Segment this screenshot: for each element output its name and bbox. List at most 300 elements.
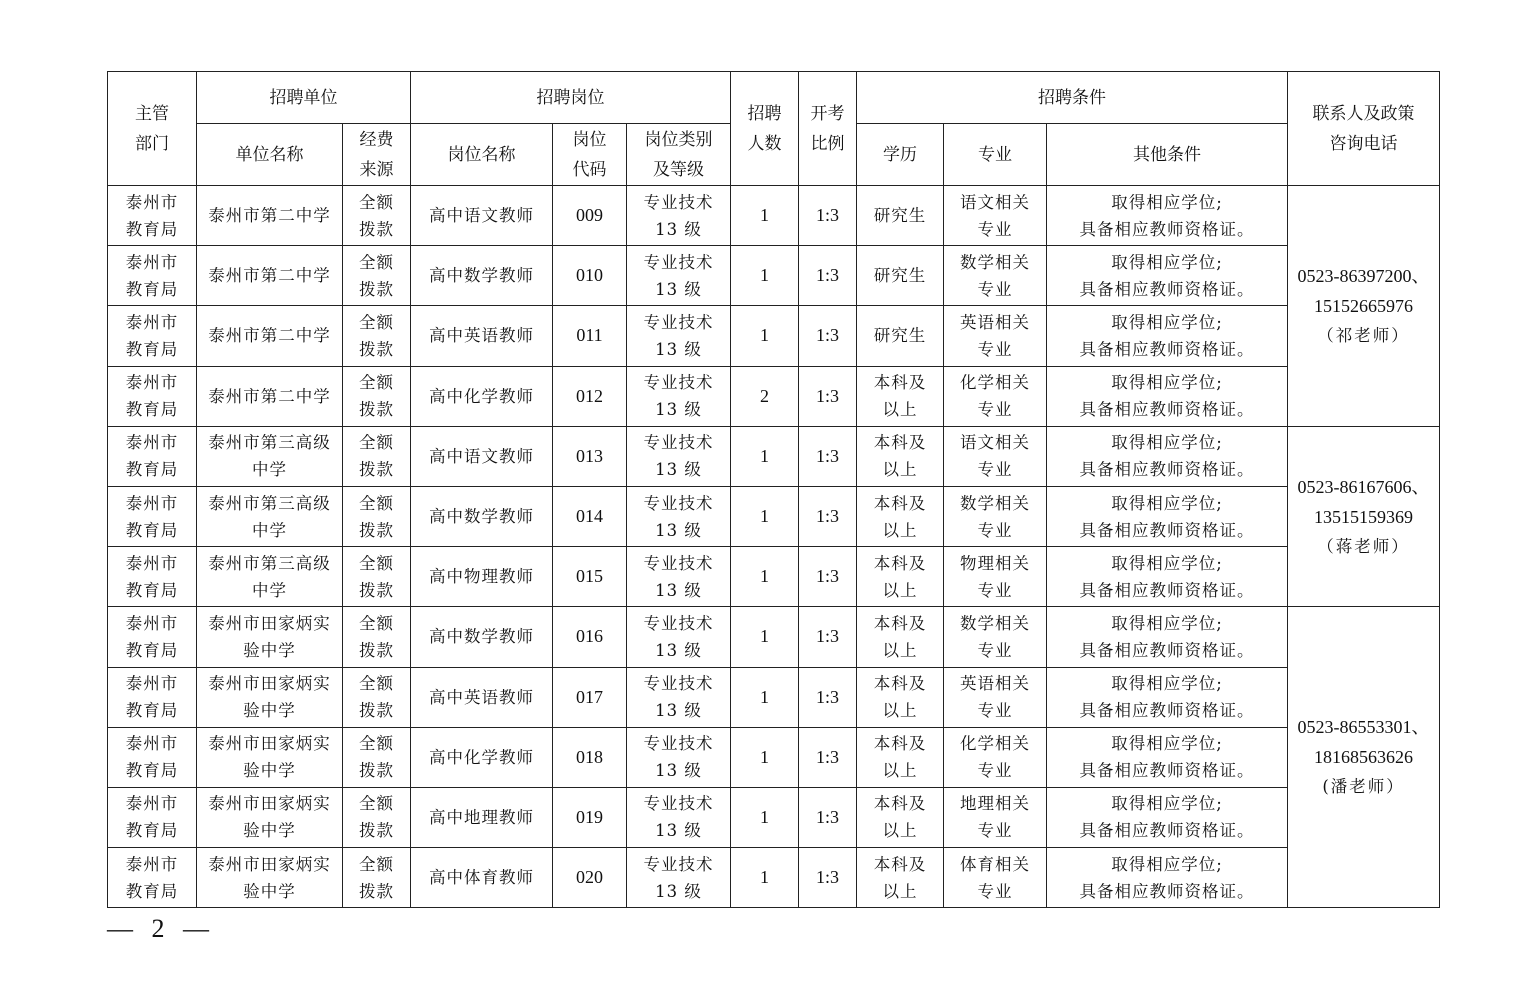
cell-post-type (627, 787, 731, 847)
cell-line: 专业 (977, 761, 1013, 781)
header-line: 经费 (359, 129, 394, 150)
header-line: 及等级 (653, 159, 704, 180)
cell-post-name: 高中化学教师 (411, 727, 553, 787)
cell-post-name: 高中英语教师 (411, 306, 553, 366)
cell-line: 中学 (252, 520, 287, 540)
cell-line: 全额 (359, 794, 394, 814)
cell-line: 13 级 (655, 640, 702, 660)
cell-unit (197, 246, 343, 306)
cell-line: 泰州市 (125, 493, 179, 513)
cell-post-name: 高中语文教师 (411, 186, 553, 246)
cell-post-code: 016 (553, 607, 627, 667)
cell-line: 具备相应教师资格证。 (1079, 580, 1255, 600)
table-row (108, 426, 1440, 486)
cell-post-type (627, 186, 731, 246)
cell-line: 专业技术 (643, 613, 714, 633)
cell-count: 1 (731, 727, 799, 787)
cell-post-type (627, 607, 731, 667)
cell-edu (857, 306, 944, 366)
cell-line: 数学相关 (960, 613, 1031, 633)
header-unit-name: 单位名称 (197, 124, 343, 186)
cell-line: 教育局 (125, 520, 179, 540)
cell-count: 1 (731, 848, 799, 908)
cell-line: 以上 (882, 761, 918, 781)
cell-line: 本科及 (873, 674, 927, 694)
cell-post-type (627, 848, 731, 908)
cell-line: 拨款 (359, 640, 394, 660)
table-row (108, 366, 1440, 426)
table-row (108, 486, 1440, 546)
cell-line: 本科及 (873, 373, 927, 393)
cell-line: 全额 (359, 252, 394, 272)
cell-line: 取得相应学位; (1111, 854, 1223, 874)
cell-count: 1 (731, 306, 799, 366)
header-line: 招聘 (747, 103, 782, 124)
cell-post-type (627, 426, 731, 486)
cell-line: 泰州市第三高级 (208, 433, 331, 453)
page-number: — 2 — (107, 914, 215, 943)
cell-edu (857, 246, 944, 306)
cell-line: 拨款 (359, 821, 394, 841)
cell-count: 1 (731, 426, 799, 486)
cell-line: 本科及 (873, 553, 927, 573)
cell-major (944, 848, 1047, 908)
cell-post-name: 高中语文教师 (411, 426, 553, 486)
header-line: 岗位类别 (644, 129, 713, 150)
cell-edu (857, 727, 944, 787)
cell-unit (197, 486, 343, 546)
header-line: 来源 (359, 159, 394, 180)
cell-line: 全额 (359, 312, 394, 332)
header-line: 人数 (747, 133, 782, 154)
cell-line: 泰州市 (125, 312, 179, 332)
cell-funding (343, 787, 411, 847)
cell-line: 以上 (882, 881, 918, 901)
cell-line: 拨款 (359, 580, 394, 600)
cell-line: 以上 (882, 520, 918, 540)
header-dept (108, 72, 197, 186)
cell-post-type (627, 246, 731, 306)
header-line: 咨询电话 (1329, 133, 1398, 154)
cell-line: 拨款 (359, 279, 394, 299)
cell-ratio: 1:3 (799, 306, 857, 366)
cell-line: 泰州市 (125, 613, 179, 633)
cell-line: 全额 (359, 192, 394, 212)
cell-line: 拨款 (359, 339, 394, 359)
cell-count: 1 (731, 246, 799, 306)
cell-edu (857, 486, 944, 546)
cell-line: 英语相关 (960, 674, 1031, 694)
cell-post-code: 009 (553, 186, 627, 246)
contact-name: （蒋老师） (1317, 536, 1410, 556)
cell-line: 教育局 (125, 580, 179, 600)
cell-edu (857, 848, 944, 908)
header-major: 专业 (944, 124, 1047, 186)
cell-funding (343, 186, 411, 246)
cell-line: 物理相关 (960, 553, 1031, 573)
cell-unit (197, 426, 343, 486)
cell-other (1047, 848, 1288, 908)
cell-ratio: 1:3 (799, 547, 857, 607)
cell-line: 教育局 (125, 881, 179, 901)
cell-unit (197, 848, 343, 908)
cell-ratio: 1:3 (799, 186, 857, 246)
cell-post-type (627, 306, 731, 366)
cell-line: 泰州市 (125, 373, 179, 393)
cell-ratio: 1:3 (799, 246, 857, 306)
cell-line: 泰州市第三高级 (208, 493, 331, 513)
cell-funding (343, 486, 411, 546)
cell-other (1047, 366, 1288, 426)
cell-line: 泰州市第二中学 (208, 326, 331, 346)
cell-post-code: 012 (553, 366, 627, 426)
cell-post-name: 高中数学教师 (411, 607, 553, 667)
cell-funding (343, 426, 411, 486)
cell-line: 专业技术 (643, 192, 714, 212)
cell-major (944, 547, 1047, 607)
cell-unit (197, 667, 343, 727)
cell-count: 1 (731, 486, 799, 546)
cell-contact (1288, 607, 1440, 908)
cell-major (944, 366, 1047, 426)
cell-line: 泰州市田家炳实 (208, 854, 331, 874)
cell-line: 13 级 (655, 580, 702, 600)
cell-post-code: 010 (553, 246, 627, 306)
cell-line: 专业 (977, 219, 1013, 239)
header-line: 代码 (572, 159, 607, 180)
cell-post-name: 高中化学教师 (411, 366, 553, 426)
cell-edu (857, 787, 944, 847)
cell-line: 专业技术 (643, 854, 714, 874)
cell-line: 具备相应教师资格证。 (1079, 460, 1255, 480)
cell-funding (343, 848, 411, 908)
cell-line: 专业技术 (643, 433, 714, 453)
cell-line: 具备相应教师资格证。 (1079, 400, 1255, 420)
cell-line: 研究生 (873, 326, 927, 346)
cell-line: 具备相应教师资格证。 (1079, 219, 1255, 239)
cell-line: 取得相应学位; (1111, 252, 1223, 272)
cell-line: 泰州市第二中学 (208, 266, 331, 286)
cell-line: 专业技术 (643, 674, 714, 694)
header-line: 部门 (135, 133, 169, 154)
cell-line: 取得相应学位; (1111, 433, 1223, 453)
cell-line: 泰州市 (125, 433, 179, 453)
cell-other (1047, 727, 1288, 787)
cell-line: 化学相关 (960, 373, 1031, 393)
header-other: 其他条件 (1047, 124, 1288, 186)
cell-line: 本科及 (873, 613, 927, 633)
header-ratio (799, 72, 857, 186)
cell-line: 泰州市田家炳实 (208, 613, 331, 633)
cell-line: 专业 (977, 339, 1013, 359)
cell-unit (197, 787, 343, 847)
cell-post-type (627, 486, 731, 546)
cell-major (944, 426, 1047, 486)
cell-line: 泰州市田家炳实 (208, 674, 331, 694)
cell-line: 具备相应教师资格证。 (1079, 339, 1255, 359)
cell-line: 本科及 (873, 794, 927, 814)
cell-line: 专业 (977, 520, 1013, 540)
cell-line: 专业 (977, 460, 1013, 480)
contact-phone-1: 0523-86553301、 (1297, 717, 1430, 738)
cell-line: 取得相应学位; (1111, 674, 1223, 694)
cell-other (1047, 426, 1288, 486)
cell-post-type (627, 366, 731, 426)
cell-count: 1 (731, 547, 799, 607)
cell-line: 全额 (359, 493, 394, 513)
cell-line: 取得相应学位; (1111, 493, 1223, 513)
cell-other (1047, 547, 1288, 607)
cell-post-code: 017 (553, 667, 627, 727)
cell-line: 全额 (359, 674, 394, 694)
cell-major (944, 607, 1047, 667)
cell-line: 教育局 (125, 460, 179, 480)
cell-line: 教育局 (125, 219, 179, 239)
cell-line: 拨款 (359, 520, 394, 540)
table-row (108, 186, 1440, 246)
header-line: 比例 (810, 133, 845, 154)
cell-dept (108, 246, 197, 306)
cell-line: 教育局 (125, 701, 179, 721)
cell-line: 研究生 (873, 206, 927, 226)
contact-name: (潘老师） (1322, 777, 1405, 797)
cell-unit (197, 607, 343, 667)
cell-major (944, 306, 1047, 366)
cell-line: 本科及 (873, 734, 927, 754)
cell-count: 2 (731, 366, 799, 426)
contact-phone-1: 0523-86167606、 (1297, 476, 1430, 497)
cell-ratio: 1:3 (799, 607, 857, 667)
cell-line: 取得相应学位; (1111, 734, 1223, 754)
cell-funding (343, 607, 411, 667)
cell-line: 语文相关 (960, 433, 1031, 453)
cell-line: 教育局 (125, 761, 179, 781)
cell-post-code: 013 (553, 426, 627, 486)
cell-line: 13 级 (655, 821, 702, 841)
header-post-type (627, 124, 731, 186)
cell-line: 拨款 (359, 400, 394, 420)
cell-line: 13 级 (655, 761, 702, 781)
cell-line: 教育局 (125, 400, 179, 420)
cell-line: 泰州市 (125, 794, 179, 814)
cell-line: 泰州市 (125, 192, 179, 212)
cell-line: 13 级 (655, 219, 702, 239)
cell-line: 13 级 (655, 279, 702, 299)
header-row-1 (108, 72, 1440, 124)
table-row (108, 667, 1440, 727)
cell-line: 取得相应学位; (1111, 192, 1223, 212)
cell-edu (857, 366, 944, 426)
cell-line: 验中学 (243, 821, 296, 841)
cell-line: 教育局 (125, 640, 179, 660)
cell-line: 泰州市第三高级 (208, 553, 331, 573)
table-row (108, 787, 1440, 847)
cell-unit (197, 727, 343, 787)
cell-line: 中学 (252, 460, 287, 480)
cell-line: 以上 (882, 640, 918, 660)
cell-line: 泰州市田家炳实 (208, 794, 331, 814)
cell-line: 13 级 (655, 339, 702, 359)
cell-dept (108, 667, 197, 727)
cell-line: 具备相应教师资格证。 (1079, 821, 1255, 841)
cell-line: 验中学 (243, 640, 296, 660)
cell-dept (108, 426, 197, 486)
header-line: 联系人及政策 (1312, 103, 1415, 124)
cell-post-name: 高中物理教师 (411, 547, 553, 607)
cell-line: 教育局 (125, 339, 179, 359)
cell-line: 全额 (359, 433, 394, 453)
cell-post-name: 高中数学教师 (411, 486, 553, 546)
cell-ratio: 1:3 (799, 848, 857, 908)
header-cond-group: 招聘条件 (857, 72, 1288, 124)
cell-major (944, 727, 1047, 787)
cell-funding (343, 667, 411, 727)
cell-line: 专业 (977, 701, 1013, 721)
cell-line: 全额 (359, 854, 394, 874)
cell-ratio: 1:3 (799, 426, 857, 486)
cell-line: 泰州市田家炳实 (208, 734, 331, 754)
cell-line: 泰州市 (125, 854, 179, 874)
cell-line: 泰州市 (125, 553, 179, 573)
cell-major (944, 186, 1047, 246)
cell-post-name: 高中英语教师 (411, 667, 553, 727)
cell-line: 专业 (977, 821, 1013, 841)
cell-line: 具备相应教师资格证。 (1079, 701, 1255, 721)
cell-line: 语文相关 (960, 192, 1031, 212)
table-row (108, 306, 1440, 366)
cell-line: 泰州市第二中学 (208, 206, 331, 226)
header-unit-group: 招聘单位 (197, 72, 411, 124)
header-line: 岗位 (572, 129, 607, 150)
cell-line: 验中学 (243, 761, 296, 781)
cell-post-code: 018 (553, 727, 627, 787)
cell-post-type (627, 547, 731, 607)
recruitment-table (107, 71, 1440, 908)
cell-funding (343, 246, 411, 306)
header-post-code (553, 124, 627, 186)
cell-other (1047, 486, 1288, 546)
cell-post-name: 高中体育教师 (411, 848, 553, 908)
cell-line: 专业技术 (643, 312, 714, 332)
cell-line: 验中学 (243, 881, 296, 901)
cell-line: 全额 (359, 373, 394, 393)
cell-contact (1288, 426, 1440, 607)
cell-line: 以上 (882, 460, 918, 480)
cell-edu (857, 667, 944, 727)
cell-line: 13 级 (655, 520, 702, 540)
table-row (108, 547, 1440, 607)
header-edu: 学历 (857, 124, 944, 186)
cell-dept (108, 727, 197, 787)
cell-unit (197, 186, 343, 246)
cell-dept (108, 306, 197, 366)
cell-line: 拨款 (359, 701, 394, 721)
cell-line: 拨款 (359, 881, 394, 901)
cell-dept (108, 486, 197, 546)
cell-ratio: 1:3 (799, 667, 857, 727)
cell-count: 1 (731, 186, 799, 246)
header-line: 主管 (135, 103, 169, 124)
cell-line: 13 级 (655, 881, 702, 901)
cell-post-type (627, 727, 731, 787)
cell-line: 专业技术 (643, 493, 714, 513)
cell-dept (108, 186, 197, 246)
cell-ratio: 1:3 (799, 366, 857, 426)
cell-major (944, 667, 1047, 727)
cell-line: 泰州市 (125, 674, 179, 694)
cell-line: 具备相应教师资格证。 (1079, 279, 1255, 299)
cell-count: 1 (731, 667, 799, 727)
cell-line: 取得相应学位; (1111, 373, 1223, 393)
cell-line: 化学相关 (960, 734, 1031, 754)
cell-funding (343, 727, 411, 787)
cell-line: 专业技术 (643, 252, 714, 272)
cell-post-code: 019 (553, 787, 627, 847)
cell-unit (197, 366, 343, 426)
cell-line: 全额 (359, 553, 394, 573)
contact-phone-2: 18168563626 (1314, 747, 1414, 768)
cell-dept (108, 787, 197, 847)
cell-line: 中学 (252, 580, 287, 600)
cell-line: 以上 (882, 821, 918, 841)
cell-line: 数学相关 (960, 493, 1031, 513)
cell-other (1047, 246, 1288, 306)
cell-line: 专业技术 (643, 373, 714, 393)
cell-line: 拨款 (359, 460, 394, 480)
cell-other (1047, 607, 1288, 667)
cell-line: 具备相应教师资格证。 (1079, 520, 1255, 540)
cell-line: 拨款 (359, 761, 394, 781)
cell-line: 取得相应学位; (1111, 553, 1223, 573)
cell-major (944, 787, 1047, 847)
cell-edu (857, 547, 944, 607)
cell-other (1047, 787, 1288, 847)
cell-line: 体育相关 (960, 854, 1031, 874)
cell-line: 专业 (977, 279, 1013, 299)
cell-line: 验中学 (243, 701, 296, 721)
cell-post-name: 高中地理教师 (411, 787, 553, 847)
cell-count: 1 (731, 787, 799, 847)
cell-line: 取得相应学位; (1111, 613, 1223, 633)
cell-line: 以上 (882, 400, 918, 420)
cell-line: 以上 (882, 580, 918, 600)
cell-line: 英语相关 (960, 312, 1031, 332)
cell-line: 取得相应学位; (1111, 794, 1223, 814)
cell-line: 专业 (977, 400, 1013, 420)
cell-line: 专业技术 (643, 553, 714, 573)
cell-post-code: 014 (553, 486, 627, 546)
cell-post-type (627, 667, 731, 727)
cell-line: 本科及 (873, 854, 927, 874)
cell-post-code: 011 (553, 306, 627, 366)
contact-phone-2: 15152665976 (1314, 295, 1414, 316)
cell-post-name: 高中数学教师 (411, 246, 553, 306)
cell-unit (197, 547, 343, 607)
contact-phone-2: 13515159369 (1314, 506, 1414, 527)
contact-phone-1: 0523-86397200、 (1297, 265, 1430, 286)
cell-line: 研究生 (873, 266, 927, 286)
cell-ratio: 1:3 (799, 486, 857, 546)
cell-line: 专业 (977, 881, 1013, 901)
cell-unit (197, 306, 343, 366)
cell-funding (343, 366, 411, 426)
cell-line: 本科及 (873, 433, 927, 453)
cell-funding (343, 306, 411, 366)
cell-line: 全额 (359, 734, 394, 754)
cell-line: 专业 (977, 580, 1013, 600)
cell-line: 具备相应教师资格证。 (1079, 881, 1255, 901)
cell-edu (857, 607, 944, 667)
